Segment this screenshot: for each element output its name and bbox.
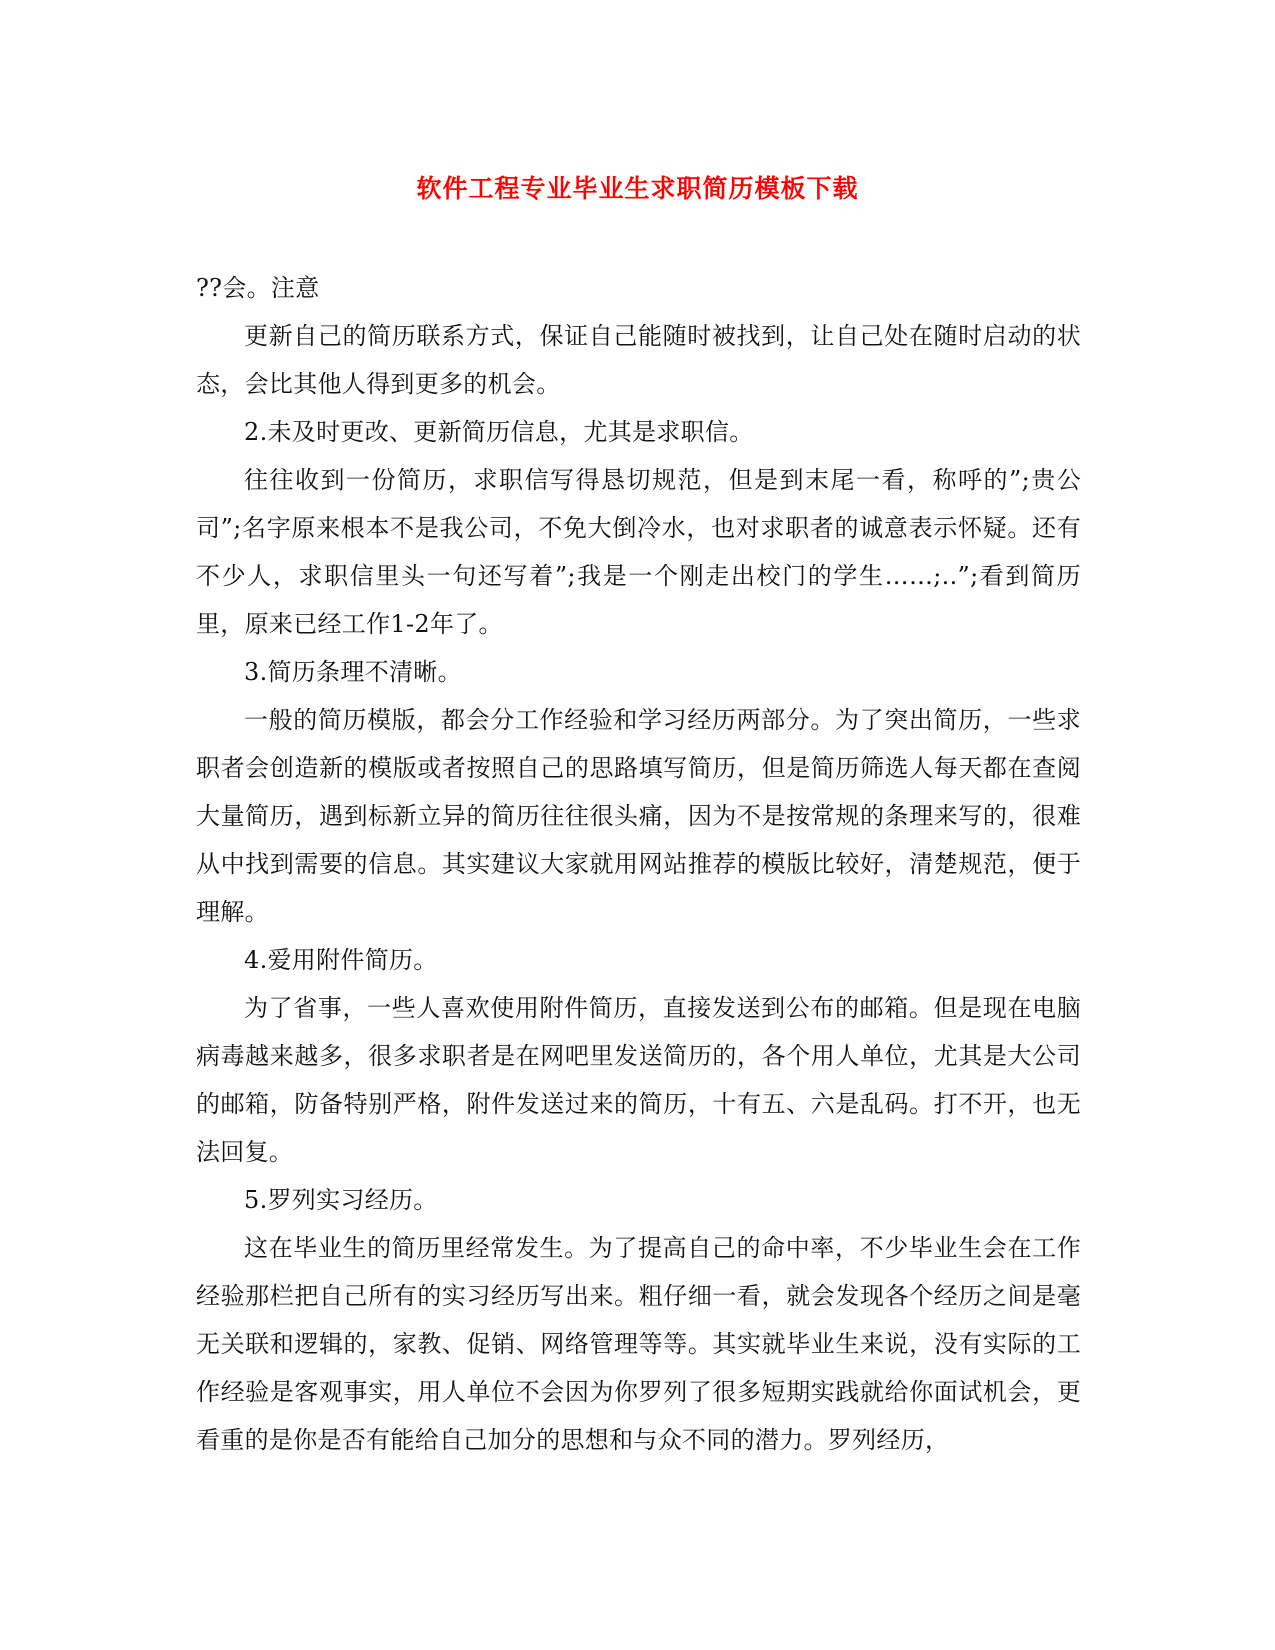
paragraph: ??会。注意 (196, 274, 320, 302)
paragraph: 更新自己的简历联系方式，保证自己能随时被找到，让自己处在随时启动的状态，会比其他人得到更多的机会。 (196, 322, 1081, 398)
section-heading: 5.罗列实习经历。 (244, 1186, 438, 1214)
paragraph: 这在毕业生的简历里经常发生。为了提高自己的命中率，不少毕业生会在工作经验那栏把自己所有的实习经历写出来。粗仔细一看，就会发现各个经历之间是毫无关联和逻辑的，家教、促销、网络管理等等。其实就毕业生来说，没有实际的工作经验是客观事实，用人单位不会因为你罗列了很多短期实践就给你面试机会，更看重的是你是否有能给自己加分的思想和与众不同的潜力。罗列经历， (196, 1234, 1081, 1454)
document-body (196, 264, 1081, 1464)
paragraph: 往往收到一份简历，求职信写得恳切规范，但是到末尾一看，称呼的”;贵公司”;名字原来根本不是我公司，不免大倒冷水，也对求职者的诚意表示怀疑。还有不少人，求职信里头一句还写着”;我是一个刚走出校门的学生……;..”;看到简历里，原来已经工作1-2年了。 (196, 466, 1081, 638)
section-heading: 4.爱用附件简历。 (244, 946, 438, 974)
section-heading: 2.未及时更改、更新简历信息，尤其是求职信。 (244, 418, 754, 446)
paragraph: 一般的简历模版，都会分工作经验和学习经历两部分。为了突出简历，一些求职者会创造新的模版或者按照自己的思路填写简历，但是简历筛选人每天都在查阅大量简历，遇到标新立异的简历往往很头痛，因为不是按常规的条理来写的，很难从中找到需要的信息。其实建议大家就用网站推荐的模版比较好，清楚规范，便于理解。 (196, 706, 1081, 926)
document-title: 软件工程专业毕业生求职简历模板下载 (416, 174, 859, 203)
section-heading: 3.简历条理不清晰。 (244, 658, 462, 686)
paragraph: 为了省事，一些人喜欢使用附件简历，直接发送到公布的邮箱。但是现在电脑病毒越来越多，很多求职者是在网吧里发送简历的，各个用人单位，尤其是大公司的邮箱，防备特别严格，附件发送过来的简历，十有五、六是乱码。打不开，也无法回复。 (196, 994, 1081, 1166)
